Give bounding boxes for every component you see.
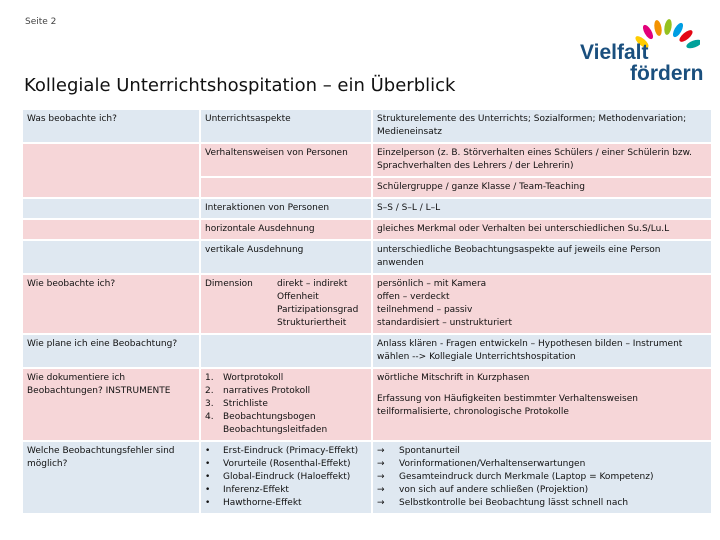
list-item [205, 411, 367, 424]
detail-cell: S–S / S–L / L–L [373, 199, 711, 218]
arrow-right-icon: → [377, 472, 385, 482]
question-cell: Wie beobachte ich? [23, 275, 199, 333]
instrument-note: wörtliche Mitschrift in Kurzphasen [377, 373, 530, 383]
list-item [205, 458, 367, 471]
arrow-right-icon: → [377, 459, 385, 469]
bullet-icon: • [205, 485, 211, 495]
empty-cell [201, 335, 371, 367]
detail-cell [373, 442, 711, 513]
dimension-label: Dimension [205, 279, 253, 289]
detail-cell: Schülergruppe / ganze Klasse / Team-Teaching [373, 178, 711, 197]
list-item [205, 372, 367, 385]
dimension-value: teilnehmend – passiv [377, 305, 473, 315]
detail-cell [373, 369, 711, 440]
list-marker [205, 424, 223, 437]
list-item-text: Global-Eindruck (Haloeffekt) [223, 472, 351, 482]
instrument-note: Erfassung von Häufigkeiten bestimmter Verhaltensweisen teilformalisierte, chronologische Protokolle [377, 394, 638, 417]
dimension-item: direkt – indirekt [277, 279, 348, 289]
table-row [23, 144, 711, 176]
question-cell: Wie dokumentiere ich Beobachtungen? INSTRUMENTE [23, 369, 199, 440]
list-item-text: Beobachtungsbogen [223, 412, 316, 422]
table-row [23, 110, 711, 142]
list-item-text: Selbstkontrolle bei Beobachtung lässt schnell nach [399, 498, 629, 508]
bullet-icon: • [205, 472, 211, 482]
list-marker: 4. [205, 412, 214, 422]
table-row [23, 275, 711, 333]
list-marker: 3. [205, 399, 214, 409]
detail-cell: Strukturelemente des Unterrichts; Sozialformen; Methodenvariation; Medieneinsatz [373, 110, 711, 142]
list-item [377, 445, 707, 458]
page-title: Kollegiale Unterrichtshospitation – ein Überblick [24, 75, 456, 96]
dimension-item: Strukturiertheit [277, 318, 347, 328]
detail-cell [373, 275, 711, 333]
dimension-value: offen – verdeckt [377, 292, 450, 302]
list-marker: 1. [205, 373, 214, 383]
list-item-text: narratives Protokoll [223, 386, 311, 396]
logo-line2: fördern [630, 62, 704, 85]
bullet-icon: • [205, 498, 211, 508]
list-item [205, 424, 367, 437]
logo-leaf-icon [685, 38, 700, 50]
detail-cell: Anlass klären - Fragen entwickeln – Hypothesen bilden – Instrument wählen --> Kollegiale Unterrichtshospitation [373, 335, 711, 367]
list-marker: 2. [205, 386, 214, 396]
list-item-text: von sich auf andere schließen (Projektion) [399, 485, 589, 495]
error-list-cell [201, 442, 371, 513]
table-row [23, 369, 711, 440]
logo-line1: Vielfalt [580, 41, 649, 64]
list-item [205, 484, 367, 497]
question-cell: Wie plane ich eine Beobachtung? [23, 335, 199, 367]
logo-leaf-icon [653, 20, 663, 37]
empty-cell [201, 178, 371, 197]
table-row [23, 241, 711, 273]
bullet-icon: • [205, 459, 211, 469]
list-item-text: Strichliste [223, 399, 268, 409]
list-item [205, 497, 367, 510]
aspect-cell: horizontale Ausdehnung [201, 220, 371, 239]
arrow-right-icon: → [377, 446, 385, 456]
aspect-cell: vertikale Ausdehnung [201, 241, 371, 273]
empty-cell [23, 220, 199, 239]
list-item [377, 484, 707, 497]
list-item-text: Vorinformationen/Verhaltenserwartungen [399, 459, 586, 469]
list-item-text: Gesamteindruck durch Merkmale (Laptop = Kompetenz) [399, 472, 654, 482]
list-item-text: Erst-Eindruck (Primacy-Effekt) [223, 446, 359, 456]
arrow-right-icon: → [377, 498, 385, 508]
table-row [23, 199, 711, 218]
bullet-icon: • [205, 446, 211, 456]
dimension-item: Partizipationsgrad [277, 305, 359, 315]
aspect-cell: Unterrichtsaspekte [201, 110, 371, 142]
aspect-cell: Verhaltensweisen von Personen [201, 144, 371, 176]
list-item [377, 458, 707, 471]
instrument-list-cell [201, 369, 371, 440]
dimension-value: standardisiert – unstrukturiert [377, 318, 513, 328]
vielfalt-foerdern-logo [576, 12, 704, 86]
list-item-text: Spontanurteil [399, 446, 460, 456]
overview-table [21, 108, 713, 515]
empty-cell [23, 144, 199, 197]
logo-leaf-icon [641, 23, 655, 40]
list-item-text: Hawthorne-Effekt [223, 498, 302, 508]
table-row [23, 220, 711, 239]
question-cell: Was beobachte ich? [23, 110, 199, 142]
list-item [377, 471, 707, 484]
list-item [205, 471, 367, 484]
page-number: Seite 2 [25, 17, 57, 27]
detail-cell: gleiches Merkmal oder Verhalten bei unterschiedlichen Su.S/Lu.L [373, 220, 711, 239]
list-item-text: Vorurteile (Rosenthal-Effekt) [223, 459, 351, 469]
empty-cell [23, 199, 199, 218]
dimension-item: Offenheit [277, 292, 319, 302]
list-item-text: Inferenz-Effekt [223, 485, 289, 495]
list-item-text: Wortprotokoll [223, 373, 284, 383]
question-cell: Welche Beobachtungsfehler sind möglich? [23, 442, 199, 513]
list-item [205, 385, 367, 398]
list-item [377, 497, 707, 510]
aspect-cell: Interaktionen von Personen [201, 199, 371, 218]
dimension-value: persönlich – mit Kamera [377, 279, 487, 289]
table-row [23, 335, 711, 367]
arrow-right-icon: → [377, 485, 385, 495]
list-item [205, 398, 367, 411]
list-item-text: Beobachtungsleitfaden [223, 425, 328, 435]
detail-cell: Einzelperson (z. B. Störverhalten eines Schülers / einer Schülerin bzw. Sprachverhalten des Lehrers / der Lehrerin) [373, 144, 711, 176]
logo-leaf-icon [663, 19, 673, 36]
list-item [205, 445, 367, 458]
table-row [23, 442, 711, 513]
detail-cell: unterschiedliche Beobachtungsaspekte auf jeweils eine Person anwenden [373, 241, 711, 273]
dimension-cell [201, 275, 371, 333]
empty-cell [23, 241, 199, 273]
